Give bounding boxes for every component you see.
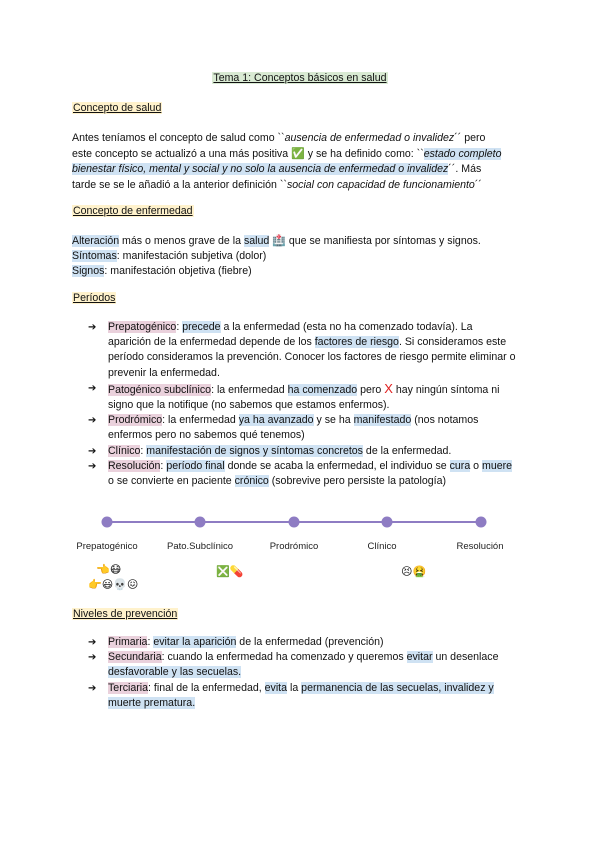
timeline-dot — [476, 517, 487, 528]
enfermedad-paragraph: Alteración más o menos grave de la salud 🏥 que se manifiesta por síntomas y signos. Síntomas: manifestación subjetiva (dolor) Signos: manifestación objetiva (fiebre) — [72, 234, 481, 278]
section-heading-periodos: Períodos — [73, 292, 116, 304]
section-heading-salud: Concepto de salud — [73, 102, 162, 114]
timeline-label: Clínico — [367, 541, 397, 552]
subclinico-icon: ❎💊 — [216, 565, 244, 578]
list-item: ➔ Patogénico subclínico: la enfermedad ha comenzado pero X hay ningún síntoma ni signo que la notifique (no sabemos que estamos enfermos). — [88, 381, 516, 413]
timeline-dot — [289, 517, 300, 528]
list-item: ➔ Secundaria: cuando la enfermedad ha comenzado y queremos evitar un desenlace desfavorable y las secuelas. — [88, 650, 516, 680]
timeline — [95, 510, 495, 534]
section-heading-prevencion: Niveles de prevención — [73, 608, 178, 620]
check-icon: ✅ — [291, 147, 305, 161]
timeline-label: Pato.Subclínico — [166, 541, 233, 552]
timeline-dot — [382, 517, 393, 528]
page-title: Tema 1: Conceptos básicos en salud — [213, 72, 387, 84]
timeline-dot — [102, 517, 113, 528]
list-item: ➔ Prodrómico: la enfermedad ya ha avanzado y se ha manifestado (nos notamos enfermos pero no sabemos qué tenemos) — [88, 413, 516, 443]
prevencion-list — [88, 635, 516, 711]
timeline-label: Resolución — [456, 541, 504, 552]
timeline-label: Prodrómico — [269, 541, 319, 552]
salud-paragraph: Antes teníamos el concepto de salud como ``ausencia de enfermedad o invalidez´´ pero este concepto se actualizó a una más positiva ✅ y se ha definido como: ``estado completo bienestar físico, mental y social y no solo la ausencia de enfermedad o invalidez´´. Más tarde se se le añadió a la anterior definición ``social con capacidad de funcionamiento´´ — [72, 132, 502, 191]
list-item: ➔ Prepatogénico: precede a la enfermedad (esta no ha comenzado todavía). La aparición de la enfermedad depende de los factores de riesgo. Si consideramos este período consideramos la prevención. Conocer los factores de riesgo permite eliminar o prevenir la enfermedad. — [88, 320, 516, 381]
clinico-icon: 😣🤮 — [401, 565, 427, 578]
list-item: ➔ Resolución: período final donde se acaba la enfermedad, el individuo se cura o muere o se convierte en paciente crónico (sobrevive pero persiste la patología) — [88, 459, 516, 489]
timeline-label: Prepatogénico — [76, 541, 138, 552]
section-heading-enfermedad: Concepto de enfermedad — [73, 205, 193, 217]
periodos-list — [88, 320, 516, 489]
hospital-icon: 🏥 — [272, 234, 286, 247]
prepatogenico-faces-icon: 👉😃💀😖 — [88, 578, 139, 591]
cross-icon: X — [384, 380, 393, 396]
list-item: ➔ Primaria: evitar la aparición de la enfermedad (prevención) — [88, 635, 516, 650]
prepatogenico-emoji-icon: 👈😷 — [96, 563, 122, 576]
list-item: ➔ Clínico: manifestación de signos y síntomas concretos de la enfermedad. — [88, 444, 516, 459]
timeline-dot — [195, 517, 206, 528]
list-item: ➔ Terciaria: final de la enfermedad, evita la permanencia de las secuelas, invalidez y muerte prematura. — [88, 681, 516, 711]
